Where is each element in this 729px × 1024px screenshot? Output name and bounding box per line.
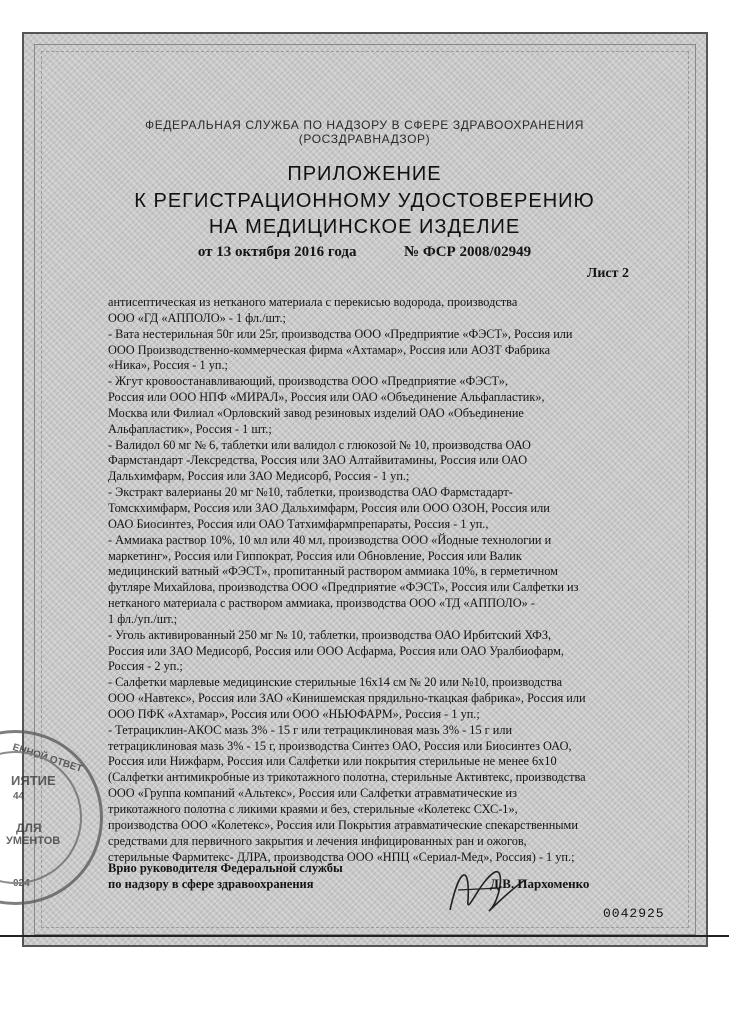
body-line: медицинский ватный «ФЭСТ», пропитанный раствором аммиака 10%, в герметичном [108,564,558,579]
body-line: ООО «Группа компаний «Альтекс», Россия или Салфетки атравматические из [108,786,517,801]
stamp-text: 44 [13,791,25,802]
body-line: нетканого материала с раствором аммиака, производства ООО «ТД «АППОЛО» - [108,596,535,611]
body-line: Россия или ЗАО Медисорб, Россия или ООО Асфарма, Россия или ОАО Уралбиофарм, [108,643,564,658]
stamp-text: ДЛЯ [16,821,42,835]
signatory-title-line-1: Врио руководителя Федеральной службы [108,861,343,875]
agency-name: ФЕДЕРАЛЬНАЯ СЛУЖБА ПО НАДЗОРУ В СФЕРЕ ЗДРАВООХРАНЕНИЯ [145,118,584,132]
body-line: Россия или ООО НПФ «МИРАЛ», Россия или ОАО «Объединение Альфапластик», [108,390,545,405]
title-line-2: К РЕГИСТРАЦИОННОМУ УДОСТОВЕРЕНИЮ [134,190,595,212]
body-line: - Экстракт валерианы 20 мг №10, таблетки, производства ОАО Фармстадарт- [108,485,513,500]
stamp-text: ИЯТИЕ [11,773,56,788]
issue-date: от 13 октября 2016 года [197,244,357,260]
body-line: трикотажного полотна с ликими краями и без, стерильные «Колетекс СХС-1», [108,802,518,816]
body-line: «Ника», Россия - 1 уп.; [108,358,228,373]
body-line: Москва или Филиал «Орловский завод резиновых изделий ОАО «Объединение [108,405,524,420]
body-line: антисептическая из нетканого материала с перекисью водорода, производства [108,295,518,309]
body-line: ООО «Навтекс», Россия или ЗАО «Кинишемская прядильно-ткацкая фабрика», Россия или [108,691,586,706]
body-line: Россия или Нижфарм, Россия или Салфетки или покрытия стерильные не менее 6х10 [108,754,557,769]
stamp-text: ЕННОЙ ОТВЕТ [11,742,84,775]
body-line: - Тетрациклин-АКОС мазь 3% - 15 г или тетрациклиновая мазь 3% - 15 г или [108,722,513,737]
title-line-3: НА МЕДИЦИНСКОЕ ИЗДЕЛИЕ [208,216,521,238]
body-line: Фармстандарт -Лексредства, Россия или ЗАО Алтайвитамины, Россия или ОАО [108,453,528,468]
body-line: - Вата нестерильная 50г или 25г, производства ООО «Предприятие «ФЭСТ», Россия или [108,326,573,341]
body-line: - Салфетки марлевые медицинские стерильные 16х14 см № 20 или №10, производства [108,675,563,690]
registration-number: № ФСР 2008/02949 [404,244,532,260]
body-line: - Валидол 60 мг № 6, таблетки или валидол с глюкозой № 10, производства ОАО [108,437,531,452]
agency-abbreviation: (РОСЗДРАВНАДЗОР) [298,132,431,146]
body-line: футляре Михайлова, производства ООО «Предприятие «ФЭСТ», Россия или Салфетки из [108,580,579,595]
body-text [108,295,613,865]
body-line: средствами для первичного закрытия и лечения инфицированных ран и ожогов, [108,833,527,848]
body-line: ООО Производственно-коммерческая фирма «Ахтамар», Россия или АОЗТ Фабрика [108,342,551,357]
body-line: маркетинг», Россия или Гиппократ, Россия или Обновление, Россия или Валик [108,548,522,563]
body-line: - Аммиака раствор 10%, 10 мл или 40 мл, производства ООО «Йодные технологии и [108,532,552,547]
body-line: 1 фл./уп./шт.; [108,611,178,626]
body-line: Томскхимфарм, Россия или ЗАО Дальхимфарм, Россия или ООО ОЗОН, Россия или [108,500,550,515]
body-line: - Жгут кровоостанавливающий, производства ООО «Предприятие «ФЭСТ», [108,374,508,389]
body-line: тетрациклиновая мазь 3% - 15 г, производства Синтез ОАО, Россия или Биосинтез ОАО, [108,738,572,753]
title-line-1: ПРИЛОЖЕНИЕ [287,163,442,185]
signatory-title [108,860,343,892]
body-line: Россия - 2 уп.; [108,659,183,674]
signatory-title-line-2: по надзору в сфере здравоохранения [108,877,314,891]
stamp-text: 024 [13,878,30,889]
scan-edge-line [0,935,729,937]
stamp-text: УМЕНТОВ [6,835,61,847]
body-line: производства ООО «Колетекс», Россия или Покрытия атравматические спекарственными [108,817,578,832]
body-line: ООО ПФК «Ахтамар», Россия или ООО «НЬЮФАРМ», Россия - 1 уп.; [108,706,480,721]
body-line: ОАО Биосинтез, Россия или ОАО Татхимфармпрепараты, Россия - 1 уп., [108,516,489,531]
body-line: - Уголь активированный 250 мг № 10, таблетки, производства ОАО Ирбитский ХФЗ, [108,627,552,642]
form-serial-number: 0042925 [603,906,665,921]
signatory-name: Д.В. Пархоменко [490,876,590,891]
body-line: Альфапластик», Россия - 1 шт.; [108,421,272,436]
body-line: (Салфетки антимикробные из трикотажного полотна, стерильные Активтекс, производства [108,770,586,785]
body-line: ООО «ГД «АППОЛО» - 1 фл./шт.; [108,310,286,325]
body-line: стерильные Фармитекс- ДЛРА, производства ООО «НПЦ «Сериал-Мед», Россия) - 1 уп.; [108,849,575,864]
sheet-number: Лист 2 [586,266,629,281]
body-line: Дальхимфарм, Россия или ЗАО Медисорб, Россия - 1 уп.; [108,469,410,484]
date-number-line [0,244,729,261]
